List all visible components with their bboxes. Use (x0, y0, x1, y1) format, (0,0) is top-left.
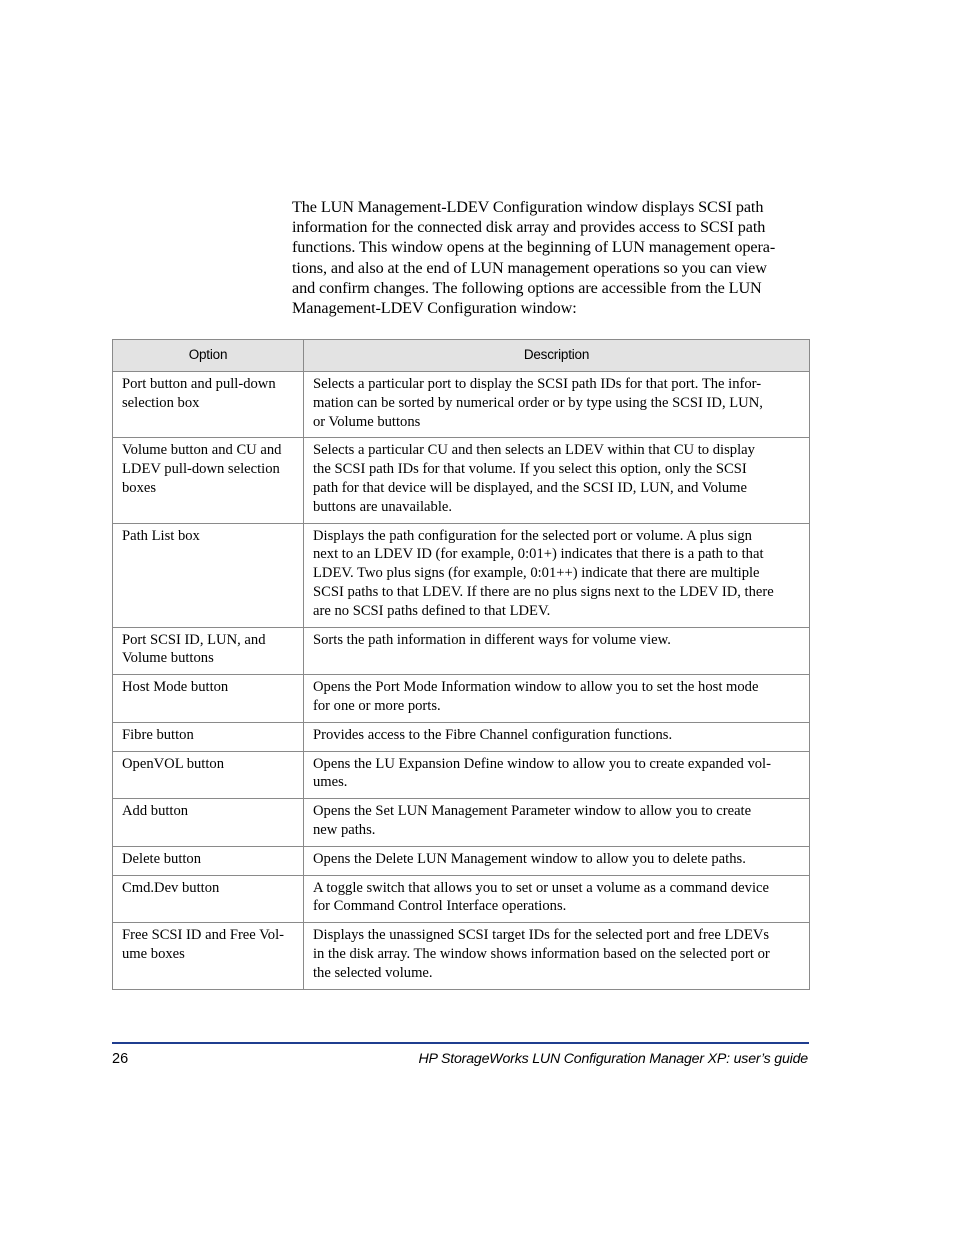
option-cell (113, 523, 304, 627)
table-row (113, 372, 810, 438)
options-table (112, 339, 810, 990)
option-text: Path List box (122, 527, 200, 544)
intro-line: Management-LDEV Configuration window: (292, 299, 577, 318)
table-row (113, 751, 810, 799)
description-text: or Volume buttons (313, 413, 421, 430)
description-text: next to an LDEV ID (for example, 0:01+) indicates that there is a path to that (313, 546, 764, 563)
description-text: mation can be sorted by numerical order or by type using the SCSI ID, LUN, (313, 394, 763, 411)
option-text: Volume button and CU and (122, 442, 282, 459)
option-cell (113, 675, 304, 723)
description-column-header: Description (304, 340, 810, 372)
description-text: Opens the LU Expansion Define window to allow you to create expanded vol- (313, 755, 771, 772)
option-text: Port SCSI ID, LUN, and (122, 631, 266, 648)
description-cell (304, 675, 810, 723)
description-text: in the disk array. The window shows information based on the selected port or (313, 945, 770, 962)
description-text: Displays the unassigned SCSI target IDs for the selected port and free LDEVs (313, 927, 770, 944)
description-text: Opens the Delete LUN Management window to allow you to delete paths. (313, 850, 746, 867)
option-cell (113, 751, 304, 799)
intro-line: functions. This window opens at the beginning of LUN management opera- (292, 238, 776, 257)
description-cell (304, 722, 810, 751)
intro-line: The LUN Management-LDEV Configuration window displays SCSI path (292, 198, 764, 216)
description-text: for Command Control Interface operations. (313, 898, 567, 915)
description-text: Selects a particular port to display the SCSI path IDs for that port. The infor- (313, 376, 762, 392)
table-body (113, 372, 810, 990)
option-text: boxes (122, 479, 157, 496)
table-row (113, 722, 810, 751)
table-row (113, 438, 810, 523)
option-cell (113, 846, 304, 875)
option-cell (113, 627, 304, 675)
description-text: new paths. (313, 821, 376, 838)
description-text: SCSI paths to that LDEV. If there are no plus signs next to the LDEV ID, there (313, 583, 774, 600)
description-text: A toggle switch that allows you to set or unset a volume as a command device (313, 879, 769, 896)
description-cell (304, 372, 810, 438)
description-text: Opens the Port Mode Information window to allow you to set the host mode (313, 679, 759, 696)
option-text: ume boxes (122, 945, 185, 962)
option-text: Delete button (122, 850, 202, 867)
intro-line: information for the connected disk array and provides access to SCSI path (292, 218, 766, 237)
description-text: LDEV. Two plus signs (for example, 0:01++) indicate that there are multiple (313, 565, 760, 582)
description-text: umes. (313, 774, 348, 791)
table-row (113, 875, 810, 923)
option-text: Fibre button (122, 726, 194, 743)
option-column-header: Option (113, 340, 304, 372)
option-cell (113, 799, 304, 847)
option-cell (113, 372, 304, 438)
description-cell (304, 923, 810, 989)
option-cell (113, 923, 304, 989)
option-text: Add button (122, 803, 189, 820)
option-text: LDEV pull-down selection (122, 461, 280, 478)
description-cell (304, 799, 810, 847)
option-text: Cmd.Dev button (122, 879, 220, 896)
description-text: for one or more ports. (313, 697, 441, 714)
table-header-row (113, 340, 810, 372)
option-text: selection box (122, 394, 200, 411)
description-text: Selects a particular CU and then selects an LDEV within that CU to display (313, 442, 755, 459)
description-text: the selected volume. (313, 964, 433, 981)
description-text: are no SCSI paths defined to that LDEV. (313, 602, 551, 619)
running-title: HP StorageWorks LUN Configuration Manager XP: user’s guide (418, 1051, 808, 1067)
description-text: Displays the path configuration for the selected port or volume. A plus sign (313, 527, 752, 544)
option-text: OpenVOL button (122, 755, 225, 772)
option-text: Host Mode button (122, 679, 229, 696)
description-text: Provides access to the Fibre Channel configuration functions. (313, 726, 673, 743)
option-cell (113, 722, 304, 751)
description-text: path for that device will be displayed, and the SCSI ID, LUN, and Volume (313, 479, 747, 496)
intro-paragraph (292, 197, 812, 318)
option-text: Port button and pull-down (122, 376, 276, 392)
table-row (113, 799, 810, 847)
description-cell (304, 751, 810, 799)
option-text: Volume buttons (122, 650, 214, 667)
table-row (113, 846, 810, 875)
option-text: Free SCSI ID and Free Vol- (122, 927, 285, 944)
page-number: 26 (112, 1051, 129, 1067)
description-cell (304, 627, 810, 675)
table-row (113, 675, 810, 723)
description-text: Sorts the path information in different ways for volume view. (313, 631, 671, 648)
description-text: buttons are unavailable. (313, 498, 452, 515)
option-cell (113, 438, 304, 523)
intro-line: and confirm changes. The following options are accessible from the LUN (292, 278, 762, 297)
option-cell (113, 875, 304, 923)
table-row (113, 627, 810, 675)
description-cell (304, 846, 810, 875)
description-cell (304, 523, 810, 627)
table-row (113, 923, 810, 989)
intro-line: tions, and also at the end of LUN management operations so you can view (292, 258, 767, 277)
description-text: the SCSI path IDs for that volume. If you select this option, only the SCSI (313, 461, 747, 478)
table-row (113, 523, 810, 627)
description-text: Opens the Set LUN Management Parameter window to allow you to create (313, 803, 752, 820)
description-cell (304, 438, 810, 523)
footer-rule (112, 1042, 809, 1044)
description-cell (304, 875, 810, 923)
